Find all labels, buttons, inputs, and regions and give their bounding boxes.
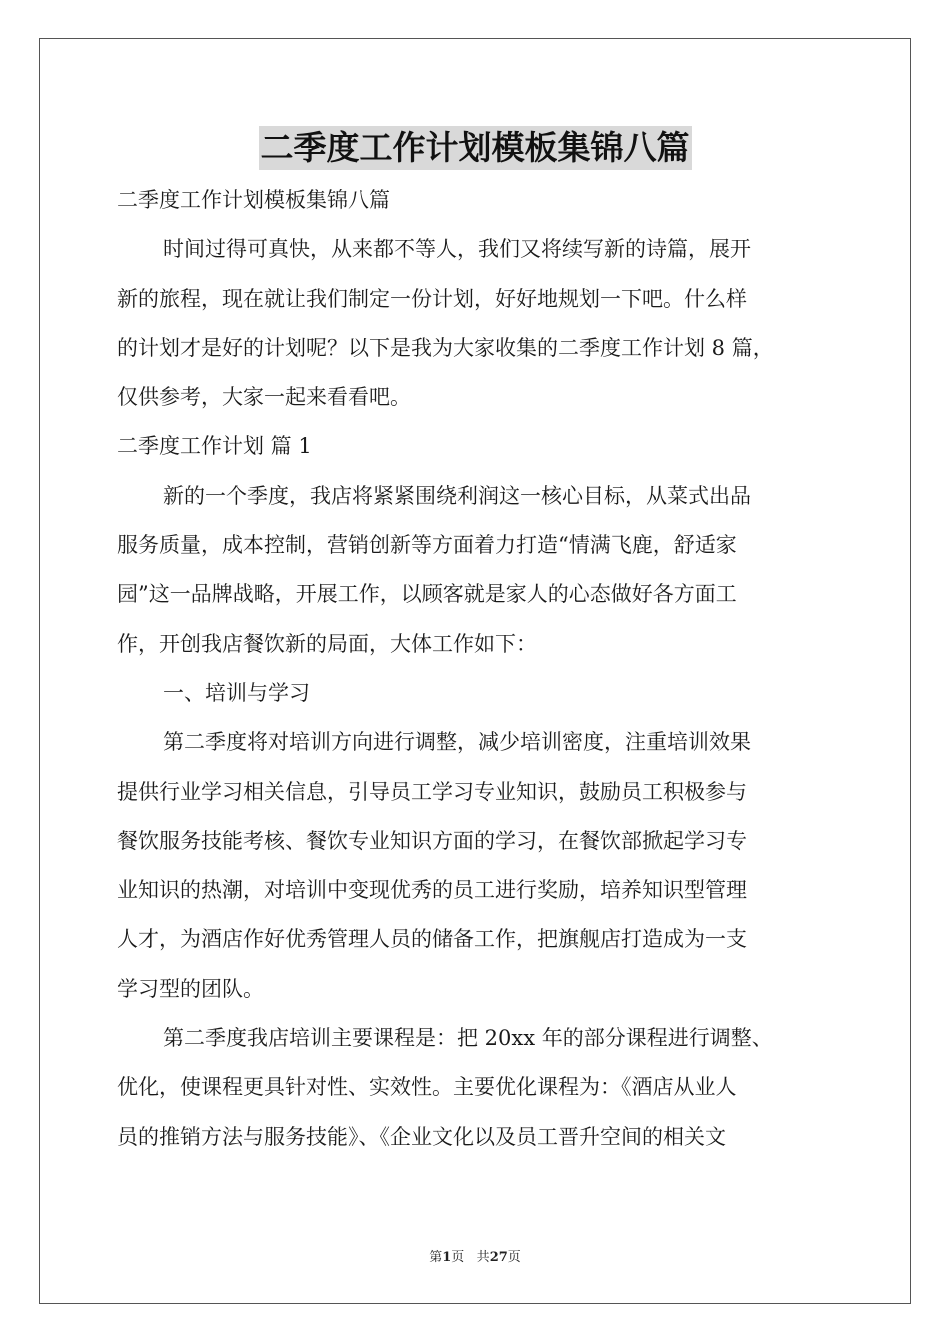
text-line: 新的旅程，现在就让我们制定一份计划，好好地规划一下吧。什么样: [117, 286, 747, 311]
text-line: 作，开创我店餐饮新的局面，大体工作如下：: [117, 631, 537, 656]
text-line: 学习型的团队。: [117, 976, 264, 1001]
page-suffix: 页: [451, 1250, 465, 1265]
text-line: 优化，使课程更具针对性、实效性。主要优化课程为：《酒店从业人: [117, 1075, 737, 1100]
page-prefix: 第: [429, 1250, 443, 1265]
text-line: 员的推销方法与服务技能》、《企业文化以及员工晋升空间的相关文: [117, 1124, 726, 1149]
current-page-number: 1: [442, 1250, 452, 1265]
total-pages-number: 27: [489, 1250, 508, 1265]
text-line: 业知识的热潮，对培训中变现优秀的员工进行奖励，培养知识型管理: [117, 878, 747, 903]
text-line: 园”这一品牌战略，开展工作，以顾客就是家人的心态做好各方面工: [117, 582, 737, 607]
text-line: 人才，为酒店作好优秀管理人员的储备工作，把旗舰店打造成为一支: [117, 927, 747, 952]
text-line: 第二季度我店培训主要课程是：把 20xx 年的部分课程进行调整、: [163, 1026, 773, 1051]
document-title: 二季度工作计划模板集锦八篇: [259, 126, 692, 170]
text-line: 一、培训与学习: [163, 680, 310, 705]
text-line: 提供行业学习相关信息，引导员工学习专业知识，鼓励员工积极参与: [117, 779, 747, 804]
document-body: [117, 176, 853, 1162]
text-line: 时间过得可真快，从来都不等人，我们又将续写新的诗篇，展开: [163, 237, 751, 262]
page-footer: [0, 1246, 950, 1265]
text-line: 餐饮服务技能考核、餐饮专业知识方面的学习，在餐饮部掀起学习专: [117, 828, 747, 853]
text-line: 仅供参考，大家一起来看看吧。: [117, 385, 411, 410]
title-container: [0, 126, 950, 170]
text-line: 二季度工作计划 篇 1: [117, 434, 312, 459]
text-line: 新的一个季度，我店将紧紧围绕利润这一核心目标，从菜式出品: [163, 483, 751, 508]
text-line: 服务质量，成本控制，营销创新等方面着力打造“情满飞鹿，舒适家: [117, 533, 737, 558]
text-line: 第二季度将对培训方向进行调整，减少培训密度，注重培训效果: [163, 730, 751, 755]
total-prefix: 共: [476, 1250, 490, 1265]
total-suffix: 页: [507, 1250, 521, 1265]
text-line: 的计划才是好的计划呢？以下是我为大家收集的二季度工作计划 8 篇，: [117, 335, 774, 360]
text-line: 二季度工作计划模板集锦八篇: [117, 188, 390, 212]
